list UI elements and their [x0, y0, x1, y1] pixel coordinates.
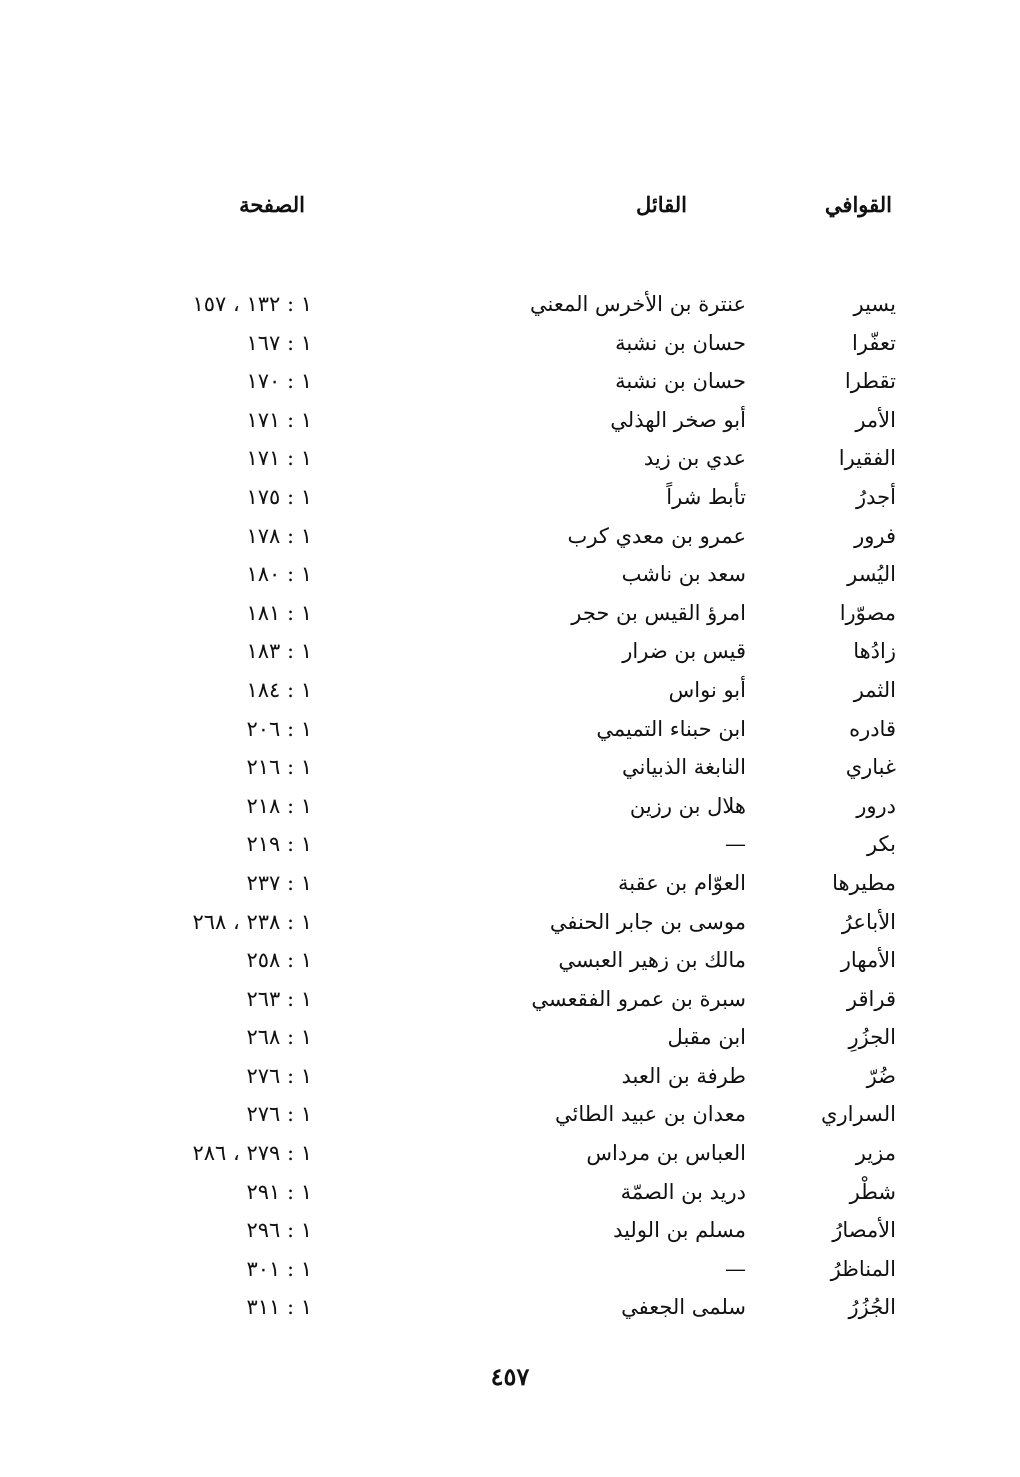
- table-row: [0, 826, 1020, 865]
- table-row: [0, 788, 1020, 827]
- rhyme-cell: الجزُرِ: [848, 1025, 896, 1050]
- table-row: [0, 942, 1020, 981]
- table-row: [0, 1058, 1020, 1097]
- table-row: [0, 479, 1020, 518]
- poet-cell: عدي بن زيد: [643, 446, 746, 471]
- rhyme-cell: الجُزُرُ: [848, 1295, 896, 1320]
- table-row: [0, 981, 1020, 1020]
- index-table: [0, 286, 1020, 1328]
- poet-cell: العوّام بن عقبة: [618, 870, 746, 895]
- rhyme-cell: شطْر: [849, 1179, 896, 1204]
- poet-cell: —: [725, 832, 746, 857]
- page-ref-cell: ١ : ٢٧٦: [246, 1102, 312, 1127]
- page-ref-cell: ١ : ٢١٩: [246, 832, 312, 857]
- table-row: [0, 1251, 1020, 1290]
- page-ref-cell: ١ : ٣٠١: [246, 1256, 312, 1281]
- rhyme-cell: أجدرُ: [856, 484, 896, 509]
- page-ref-cell: ١ : ١٨٠: [246, 562, 312, 587]
- table-header: [0, 192, 1020, 226]
- rhyme-cell: المناظرُ: [830, 1256, 896, 1281]
- page-ref-cell: ١ : ١٧٠: [246, 369, 312, 394]
- poet-cell: هلال بن رزين: [629, 793, 746, 818]
- table-row: [0, 1174, 1020, 1213]
- page-ref-cell: ١ : ٢١٦: [246, 755, 312, 780]
- rhyme-cell: غباري: [845, 755, 896, 780]
- poet-cell: النابغة الذبياني: [621, 755, 746, 780]
- rhyme-cell: الفقيرا: [838, 446, 896, 471]
- table-row: [0, 633, 1020, 672]
- poet-cell: —: [725, 1256, 746, 1281]
- poet-cell: موسى بن جابر الحنفي: [549, 909, 746, 934]
- page-ref-cell: ١ : ١٨٤: [246, 677, 312, 702]
- rhyme-cell: ضُرّ: [866, 1063, 896, 1088]
- rhyme-cell: قراقر: [846, 986, 896, 1011]
- table-row: [0, 904, 1020, 943]
- page-ref-cell: ١ : ٢٣٨ ، ٢٦٨: [192, 909, 312, 934]
- poet-cell: ابن حبناء التميمي: [596, 716, 746, 741]
- page-ref-cell: ١ : ٣١١: [246, 1295, 312, 1320]
- poet-cell: أبو صخر الهذلي: [610, 407, 746, 432]
- rhyme-cell: الأباعرُ: [841, 909, 896, 934]
- page-ref-cell: ١ : ١٧١: [246, 407, 312, 432]
- page-ref-cell: ١ : ٢٥٨: [246, 948, 312, 973]
- page-ref-cell: ١ : ١٣٢ ، ١٥٧: [192, 292, 312, 316]
- rhyme-cell: اليُسر: [847, 562, 896, 587]
- rhyme-cell: الأمر: [855, 407, 896, 432]
- rhyme-cell: الأمهار: [840, 948, 896, 973]
- table-row: [0, 672, 1020, 711]
- page-ref-cell: ١ : ٢٩٦: [246, 1218, 312, 1243]
- poet-cell: ابن مقبل: [667, 1025, 746, 1050]
- poet-cell: سعد بن ناشب: [621, 562, 746, 587]
- poet-cell: دريد بن الصمّة: [620, 1179, 746, 1204]
- header-rhymes: القوافي: [824, 192, 892, 217]
- page-ref-cell: ١ : ٢١٨: [246, 793, 312, 818]
- table-row: [0, 749, 1020, 788]
- poet-cell: طرفة بن العبد: [621, 1063, 746, 1088]
- table-row: [0, 595, 1020, 634]
- page-ref-cell: ١ : ١٧٨: [246, 523, 312, 548]
- poet-cell: عمرو بن معدي كرب: [567, 523, 746, 548]
- table-row: [0, 556, 1020, 595]
- poet-cell: حسان بن نشبة: [615, 369, 746, 394]
- poet-cell: معدان بن عبيد الطائي: [555, 1102, 746, 1127]
- table-row: [0, 1019, 1020, 1058]
- poet-cell: سلمى الجعفي: [621, 1295, 746, 1320]
- table-row: [0, 1289, 1020, 1328]
- table-row: [0, 363, 1020, 402]
- header-poet: القائل: [635, 192, 687, 217]
- page-ref-cell: ١ : ١٧٥: [246, 484, 312, 509]
- rhyme-cell: يسير: [853, 292, 896, 316]
- rhyme-cell: تعفّرا: [851, 330, 896, 355]
- table-row: [0, 1135, 1020, 1174]
- table-row: [0, 711, 1020, 750]
- rhyme-cell: درور: [856, 793, 896, 818]
- rhyme-cell: السراري: [821, 1102, 896, 1127]
- rhyme-cell: الأمصارُ: [832, 1218, 896, 1243]
- page-ref-cell: ١ : ٢٣٧: [246, 870, 312, 895]
- poet-cell: أبو نواس: [668, 677, 746, 702]
- poet-cell: سبرة بن عمرو الفقعسي: [531, 986, 746, 1011]
- rhyme-cell: تقطرا: [844, 369, 896, 394]
- table-row: [0, 1096, 1020, 1135]
- page-ref-cell: ١ : ١٦٧: [246, 330, 312, 355]
- page-ref-cell: ١ : ١٨١: [246, 600, 312, 625]
- page-ref-cell: ١ : ٢٧٦: [246, 1063, 312, 1088]
- poet-cell: عنترة بن الأخرس المعني: [529, 292, 746, 316]
- table-row: [0, 402, 1020, 441]
- table-row: [0, 286, 1020, 325]
- poet-cell: العباس بن مرداس: [586, 1141, 746, 1166]
- table-row: [0, 440, 1020, 479]
- rhyme-cell: قادره: [849, 716, 896, 741]
- rhyme-cell: بكر: [866, 832, 896, 857]
- header-page: الصفحة: [239, 192, 305, 217]
- rhyme-cell: مطيرها: [832, 870, 896, 895]
- page-ref-cell: ١ : ٢٧٩ ، ٢٨٦: [192, 1141, 312, 1166]
- page-ref-cell: ١ : ١٧١: [246, 446, 312, 471]
- poet-cell: حسان بن نشبة: [615, 330, 746, 355]
- rhyme-cell: مصوّرا: [839, 600, 896, 625]
- rhyme-cell: فرور: [854, 523, 896, 548]
- page-ref-cell: ١ : ١٨٣: [246, 639, 312, 664]
- table-row: [0, 325, 1020, 364]
- rhyme-cell: زادُها: [853, 639, 896, 664]
- poet-cell: مالك بن زهير العبسي: [558, 948, 746, 973]
- poet-cell: تأبط شراً: [666, 484, 746, 509]
- table-row: [0, 1212, 1020, 1251]
- page-ref-cell: ١ : ٢٦٣: [246, 986, 312, 1011]
- poet-cell: مسلم بن الوليد: [613, 1218, 746, 1243]
- page-ref-cell: ١ : ٢٩١: [246, 1179, 312, 1204]
- page-ref-cell: ١ : ٢٦٨: [246, 1025, 312, 1050]
- page-ref-cell: ١ : ٢٠٦: [246, 716, 312, 741]
- page-number: ٤٥٧: [490, 1362, 530, 1391]
- poet-cell: قيس بن ضرار: [622, 639, 746, 664]
- table-row: [0, 518, 1020, 557]
- poet-cell: امرؤ القيس بن حجر: [571, 600, 746, 625]
- rhyme-cell: الثمر: [853, 677, 896, 702]
- table-row: [0, 865, 1020, 904]
- rhyme-cell: مزير: [855, 1141, 896, 1166]
